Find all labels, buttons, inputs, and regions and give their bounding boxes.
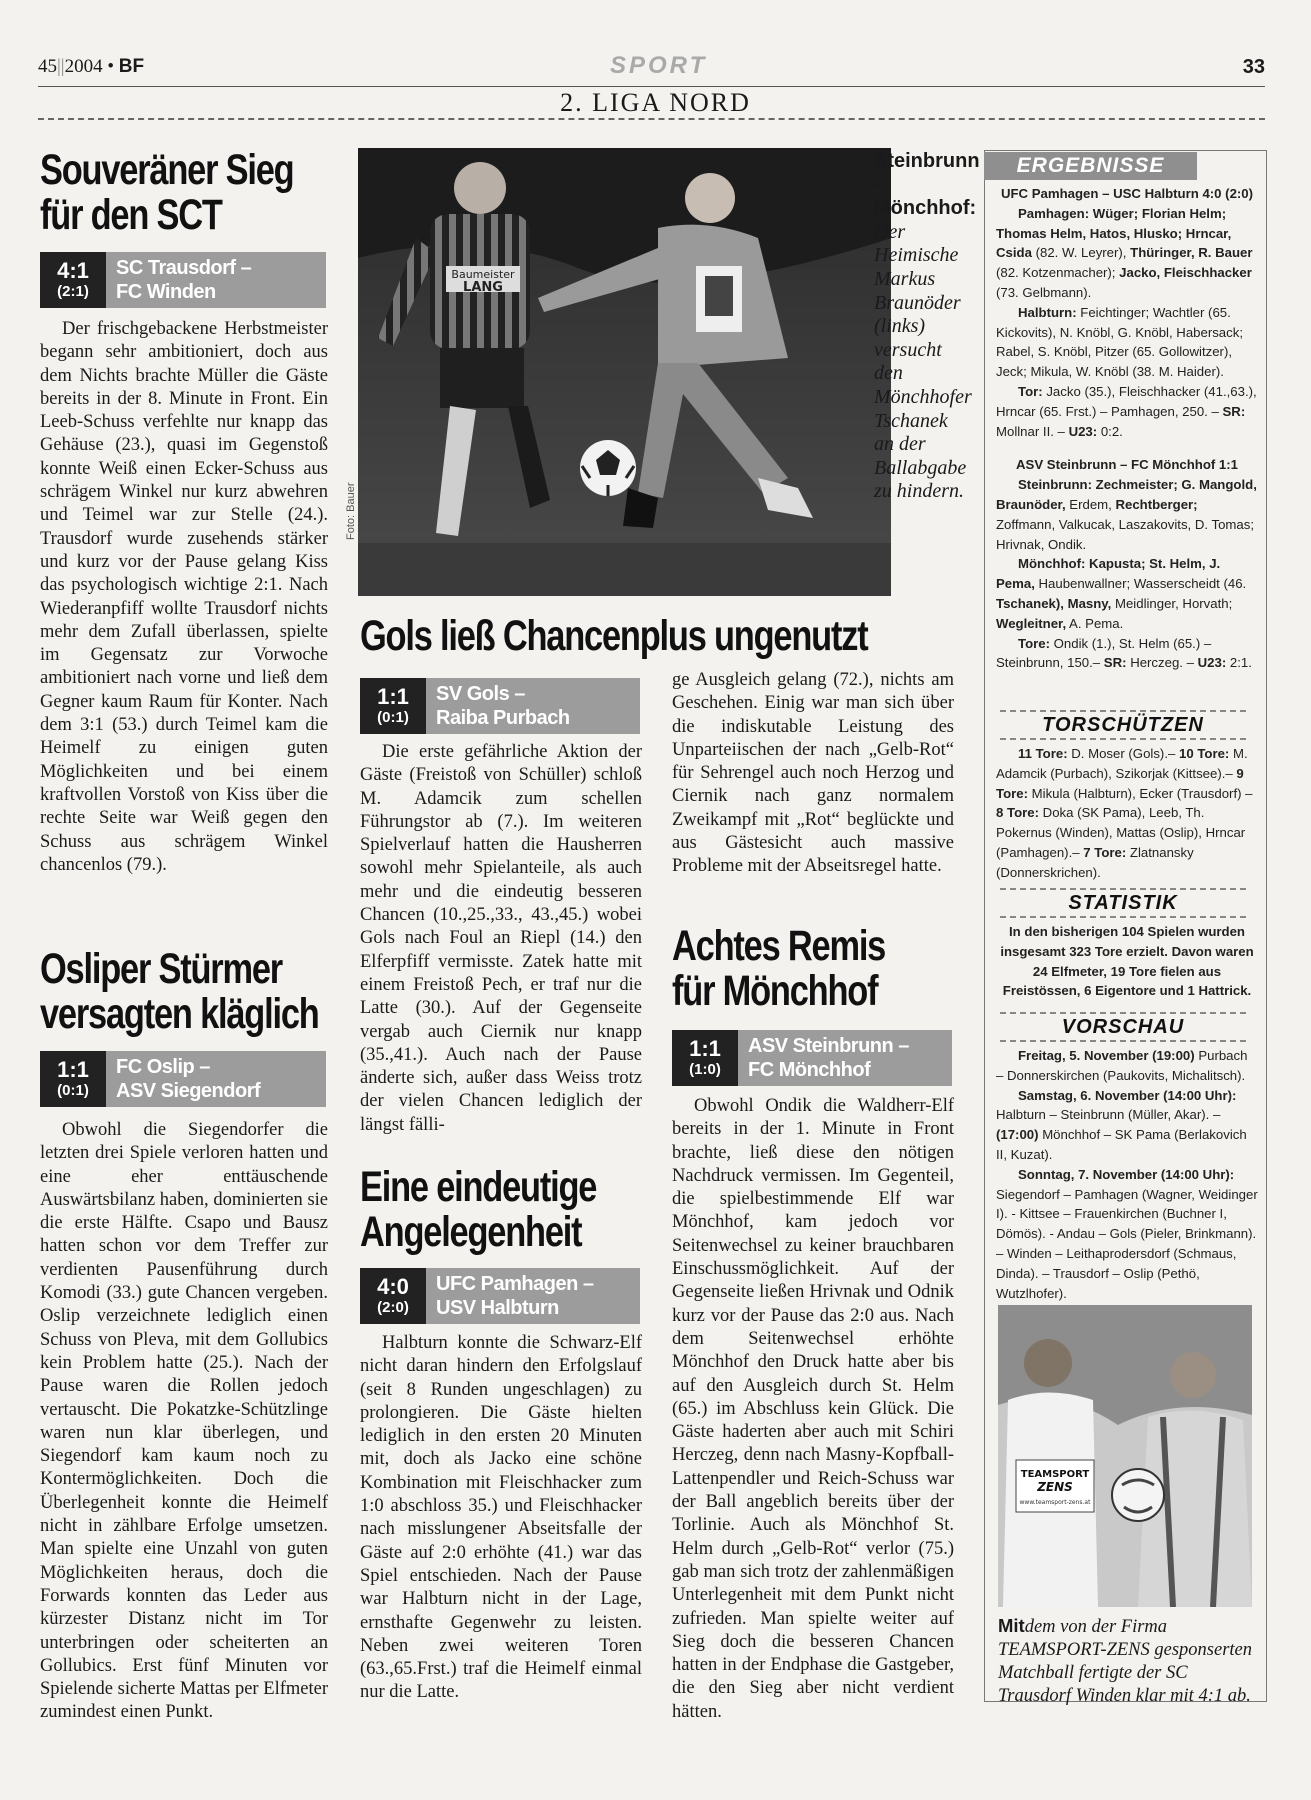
art4-score-box: 1:1 (1:0) ASV Steinbrunn – FC Mönchhof — [672, 1030, 952, 1086]
vorschau-heading: VORSCHAU — [1000, 1012, 1246, 1042]
header-dashed-rule — [38, 118, 1265, 120]
art3-score-box: 1:1 (0:1) SV Gols – Raiba Purbach — [360, 678, 640, 734]
statistics-block: In den bisherigen 104 Spielen wurden insgesamt 323 Tore erzielt. Davon waren 24 Elfmeter, 19 Tore fielen aus Freistössen, 6 Eigentore und 1 Hattrick. — [1000, 924, 1254, 999]
section-label: SPORT — [610, 52, 708, 79]
art5-score-box: 4:0 (2:0) UFC Pamhagen – USV Halbturn — [360, 1268, 640, 1324]
sponsor-sign-2: ZENS — [1037, 1480, 1073, 1494]
art2-headline: Osliper Stürmer versagten kläglich — [40, 945, 319, 1039]
art3-body-col2: ge Ausgleich gelang (72.), nichts am Geschehen. Einig war man sich über die indiskutable Leistung des Unparteiischen der nach „Gelb-Rot“ für Sehrengel auch noch Herzog und Ciernik nach ganz normalem Zweikampf mit „Rot“ beglückte und aus Gästesicht auch massive Probleme mit der Abseitsregel hatte. — [672, 670, 954, 877]
header-rule — [38, 86, 1265, 87]
scorers-block: 11 Tore: D. Moser (Gols).– 10 Tore: M. Adamcik (Purbach), Szikorjak (Kittsee).– 9 Tore: Mikula (Halbturn), Ecker (Trausdorf) – 8 Tore: Doka (SK Pama), Leeb, Th. Pokernus (Winden), Mattas (Oslip), Hrncar (Pamhagen).– 7 Tore: Zlatnansky (Donnerskrichen). — [996, 746, 1253, 880]
art1-score-box: 4:1 (2:1) SC Trausdorf – FC Winden — [40, 252, 326, 308]
paper-name: BF — [118, 56, 145, 77]
photo-credit: Foto: Bauer — [345, 482, 357, 540]
torschuetzen-heading: TORSCHÜTZEN — [1000, 710, 1246, 740]
art5-body: Halbturn konnte die Schwarz-Elf nicht daran hindern den Erfolgslauf (seit 8 Runden ungeschlagen) zu prolongieren. Die Gäste hielten lediglich in den ersten 20 Minuten mit, doch als Jacko eine schöne Kombination mit Fleischhacker zum 1:0 abschloss 35.) und Fleischhacker nach misslungener Abseitsfalle der Gäste auf 2:0 erhöhte (41.) war das Spiel entschieden. Nach der Pause war Halbturn nicht in der Lage, ernsthafte Gegenwehr zu leisten. Neben zwei weiteren Toren (63.,65.Frst.) traf die Heimelf einmal nur die Latte. — [360, 1333, 642, 1703]
art1-body: Der frischgebackene Herbstmeister begann sehr ambitioniert, doch aus dem Nichts brachte Müller die Gäste bereits in der 8. Minute in Front. Ein Leeb-Schuss verfehlte nur knapp das Gehäuse (23.), quasi im Gegenstoß konnte Weiß einen Ecker-Schuss aus schrägem Winkel nur kurz abwehren und Teimel war zur Stelle (24.). Trausdorf wurde zusehends stärker und kurz vor der Pause gelang Kiss das psychologisch wichtige 2:1. Nach Wiederanpfiff wollte Trausdorf nichts mehr dem Zufall überlassen, spielte im Gegensatz zur Vorwoche ambitioniert nach vorne und ließ dem Gegner kaum Raum für Konter. Nach dem 3:1 (53.) durch Teimel kam die Heimelf zu einigen guten Möglichkeiten und bei einem kraftvollen Vorstoß von Kiss über die rechte Seite war Weiß gegen den Schuss aus schrägem Winkel chancenlos (79.). — [40, 319, 328, 875]
sponsor-sign-3: www.teamsport-zens.at — [1019, 1499, 1091, 1506]
issue-number: 45 — [38, 56, 57, 77]
jersey-sponsor-1: Baumeister — [451, 268, 515, 281]
match-photo — [358, 148, 891, 596]
sponsor-photo-caption: Mitdem von der Firma TEAMSPORT-ZENS gesponserten Matchball fertigte der SC Trausdorf Winden klar mit 4:1 ab. — [998, 1615, 1253, 1706]
issue-info: 45||2004 • BF — [38, 56, 145, 77]
jersey-sponsor-2: LANG — [463, 280, 503, 295]
preview-block: Freitag, 5. November (19:00) Purbach – Donnerskirchen (Paukovits, Michalitsch). Samstag, 6. November (14:00 Uhr): Halbturn – Steinbrunn (Müller, Akar). – (17:00) Mönchhof – SK Pama (Berlakovich II, Kuzat). Sonntag, 7. November (14:00 Uhr): Siegendorf – Pamhagen (Wagner, Weidinger I). - Kittsee – Frauenkirchen (Buchner I, Dömös). - Andau – Gols (Pieler, Brinkmann). – Winden – Leithaprodersdorf (Schmaus, Dinda). – Trausdorf – Oslip (Pethö, Wutzlhofer). — [996, 1048, 1258, 1301]
art5-headline: Eine eindeutige Angelegenheit — [360, 1163, 597, 1257]
results-block: UFC Pamhagen – USC Halbturn 4:0 (2:0) Pamhagen: Wüger; Florian Helm; Thomas Helm, Hatos, Hlusko; Hrncar, Csida (82. W. Leyrer), Thüringer, R. Bauer (82. Kotzenmacher); Jacko, Fleischhacker (73. Gelbmann). Halbturn: Feichtinger; Wachtler (65. Kickovits), N. Knöbl, G. Knöbl, Habersack; Rabel, S. Knöbl, Pitzer (65. Gollowitzer), Jeck; Mikula, W. Knöbl (38. M. Haider). Tor: Jacko (35.), Fleischhacker (41.,63.), Hrncar (65. Frst.) – Pamhagen, 250. – SR: Mollnar II. – U23: 0:2. ASV Steinbrunn – FC Mönchhof 1:1 Steinbrunn: Zechmeister; G. Mangold, Braunöder, Erdem, Rechtberger; Zoffmann, Valkucak, Laszakovits, D. Tomas; Hrivnak, Ondik. Mönchhof: Kapusta; St. Helm, J. Pema, Haubenwallner; Wasserscheidt (46. Tschanek), Masny, Meidlinger, Horvath; Wegleitner, A. Pema. Tore: Ondik (1.), St. Helm (65.) – Steinbrunn, 150.– SR: Herczeg. – U23: 2:1. — [996, 186, 1257, 671]
art2-score-box: 1:1 (0:1) FC Oslip – ASV Siegendorf — [40, 1051, 326, 1107]
ergebnisse-heading: ERGEBNISSE — [984, 152, 1197, 180]
sponsor-sign-1: TEAMSPORT — [1020, 1469, 1090, 1480]
photo-caption: Steinbrunn - Mönchhof: Der Heimische Markus Braunöder (links) versucht den Mönchhofer Tschanek an der Ballabgabe zu hindern. — [874, 150, 980, 503]
art2-body: Obwohl die Siegendorfer die letzten drei Spiele verloren hatten und eine eher enttäuschende Auswärtsbilanz haben, dominierten sie die erste Hälfte. Csapo und Bausz hatten schon vor dem Treffer zur verdienten Pausenführung durch Komodi (33.) gute Chancen vergeben. Oslip verzeichnete lediglich einen Schuss von Pleva, mit dem Gollubics kein Problem hatte (25.). Nach der Pause waren die Rollen jedoch vertauscht. Die Pokatzke-Schützlinge waren nun klar überlegen, und Siegendorf kam kaum noch zu Kontermöglichkeiten. Doch die Überlegenheit konnte die Heimelf nicht in zählbare Erfolge umsetzen. Man spielte eine Unzahl von guten Möglichkeiten heraus, doch die Forwards konnten das Leder aus kürzester Distanz nicht im Tor unterbringen oder scheiterten an Gollubics. Erst fünf Minuten vor Spielende sicherte Mattas per Elfmeter zumindest einen Punkt. — [40, 1120, 328, 1723]
sponsor-photo-image — [998, 1305, 1252, 1607]
art4-body: Obwohl Ondik die Waldherr-Elf bereits in der 1. Minute in Front brachte, ließ diese den nötigen Nachdruck vermissen. Im Gegenteil, die spielbestimmende Elf war Mönchhof, kam jedoch vor Seitenwechsel zu keiner brauchbaren Einschussmöglichkeit. Auf der Gegenseite ließen Hrivnak und Odnik kurz vor der Pause das 2:0 aus. Nach dem Seitenwechsel erhöhte Mönchhof den Druck hatte aber bis auf den Ausgleich durch St. Helm (65.) im Abschluss kein Glück. Die Gäste haderten aber auch mit Schiri Herczeg, denn nach Masny-Kopfball-Lattenpendler und Reich-Schuss war der Ball angeblich bereits über der Torlinie. Auch als Mönchhof St. Helm durch „Gelb-Rot“ verlor (75.) gab man sich trotz der zahlenmäßigen Unterlegenheit mit dem Punkt nicht zufrieden. Man spielte weiter auf Sieg doch die besseren Chancen hatten in der Endphase die Gastgeber, die den Sieg aber nicht verdient hätten. — [672, 1096, 954, 1722]
sponsor-photo — [998, 1305, 1252, 1607]
league-title: 2. LIGA NORD — [560, 88, 751, 117]
statistik-heading: STATISTIK — [1000, 888, 1246, 918]
issue-year: 2004 — [64, 56, 103, 77]
art3-headline: Gols ließ Chancenplus ungenutzt — [360, 612, 868, 660]
art4-headline: Achtes Remis für Mönchhof — [672, 922, 886, 1016]
page-number: 33 — [1242, 56, 1265, 78]
art3-body-col1: Die erste gefährliche Aktion der Gäste (Freistoß von Schüller) schloß M. Adamcik zum schellen Führungstor ab (7.). Im weiteren Spielverlauf hatten die Hausherren sowohl mehr Spielanteile, als auch mehr und die eindeutig besseren Chancen (10.,25.,33., 43.,45.) wobei Gols nach Foul an Riepl (14.) den Elferpfiff vermisste. Zatek hatte mit einem Freistoß Pech, er traf nur die Latte (30.). Auf der Gegenseite vergab auch Ciernik nur knapp (35.,41.). Auch nach der Pause änderte sich, außer dass Weiss trotz der vielen Chancen lediglich der längst fälli- — [360, 742, 642, 1135]
art1-headline: Souveräner Sieg für den SCT — [40, 146, 294, 240]
match-photo-image — [358, 148, 891, 596]
